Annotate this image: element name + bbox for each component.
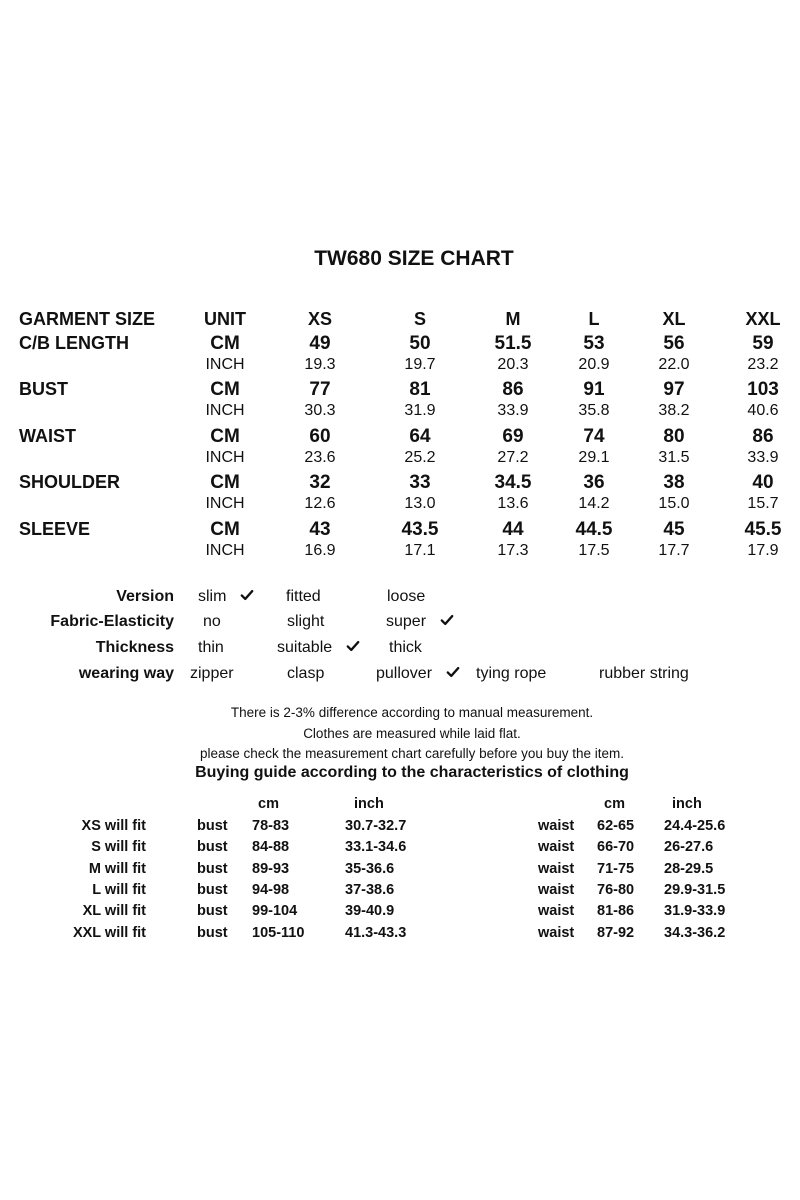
measurement-label: C/B LENGTH (19, 333, 129, 353)
inch-value: 15.0 (658, 495, 690, 512)
measurement-label: WAIST (19, 426, 76, 446)
inch-value: 33.9 (747, 449, 779, 466)
guide-cell-bust-inch: 41.3-43.3 (345, 925, 407, 941)
guide-cell-bust-cm: 89-93 (252, 861, 290, 877)
cm-value: 44 (502, 519, 524, 540)
bust-inch-header: inch (354, 796, 384, 812)
inch-value: 13.6 (497, 495, 529, 512)
option-label: slight (287, 613, 325, 630)
guide-cell-bust-label: bust (197, 882, 228, 898)
cm-value: 32 (309, 472, 331, 493)
guide-cell-waist-inch: 31.9-33.9 (664, 903, 726, 919)
guide-cell-bust-inch: 37-38.6 (345, 882, 395, 898)
cm-value: 33 (409, 472, 431, 493)
size-header-xs: XS (307, 309, 332, 329)
cm-value: 38 (663, 472, 685, 493)
unit-cm: CM (210, 333, 240, 354)
measurement-label: SLEEVE (19, 519, 91, 539)
unit-header: UNIT (204, 309, 246, 329)
note-line: There is 2-3% difference according to manual measurement. (230, 705, 594, 720)
unit-cm: CM (210, 379, 240, 400)
characteristic-option (287, 613, 324, 631)
guide-cell-waist-label: waist (538, 925, 575, 941)
garment-size-header: GARMENT SIZE (19, 309, 156, 329)
cm-value: 77 (309, 379, 331, 400)
cm-value: 91 (583, 379, 605, 400)
cm-value: 53 (583, 333, 605, 354)
inch-value: 19.7 (404, 356, 436, 373)
characteristic-option (286, 588, 321, 606)
inch-value: 13.0 (404, 495, 436, 512)
inch-value: 31.5 (658, 449, 690, 466)
characteristic-label: Thickness (95, 639, 174, 656)
unit-inch: INCH (205, 542, 245, 559)
option-label: thin (198, 639, 224, 656)
inch-value: 40.6 (747, 402, 779, 419)
cm-value: 50 (409, 333, 431, 354)
cm-value: 44.5 (575, 519, 613, 540)
guide-cell-waist-cm: 81-86 (597, 903, 635, 919)
option-label: suitable (277, 639, 333, 656)
guide-cell-waist-inch: 28-29.5 (664, 861, 714, 877)
cm-value: 103 (747, 379, 779, 400)
guide-cell-bust-inch: 33.1-34.6 (345, 839, 407, 855)
guide-cell-waist-cm: 66-70 (597, 839, 635, 855)
option-label: pullover (376, 665, 433, 682)
checkmark-icon (440, 613, 454, 632)
option-label: slim (198, 588, 227, 605)
guide-cell-bust-label: bust (197, 861, 228, 877)
characteristic-label: wearing way (78, 665, 174, 682)
inch-value: 16.9 (304, 542, 336, 559)
guide-cell-waist-cm: 87-92 (597, 925, 635, 941)
inch-value: 31.9 (404, 402, 436, 419)
inch-value: 14.2 (578, 495, 610, 512)
inch-value: 20.3 (497, 356, 529, 373)
unit-cm: CM (210, 426, 240, 447)
guide-cell-waist-label: waist (538, 903, 575, 919)
measurement-label: BUST (19, 379, 68, 399)
guide-cell-waist-cm: 76-80 (597, 882, 635, 898)
measurement-label: SHOULDER (19, 472, 121, 492)
option-label: loose (387, 588, 426, 605)
cm-value: 59 (752, 333, 774, 354)
waist-inch-header: inch (672, 796, 702, 812)
inch-value: 22.0 (658, 356, 690, 373)
characteristic-option (387, 588, 425, 606)
fit-size-label: XS will fit (81, 818, 146, 834)
size-header-l: L (588, 309, 600, 329)
cm-value: 81 (409, 379, 431, 400)
cm-value: 43.5 (401, 519, 439, 540)
characteristic-option (386, 613, 454, 632)
fit-size-label: XXL will fit (72, 925, 146, 941)
inch-value: 17.3 (497, 542, 529, 559)
guide-cell-bust-inch: 35-36.6 (345, 861, 395, 877)
fit-size-label: XL will fit (82, 903, 146, 919)
guide-cell-waist-inch: 24.4-25.6 (664, 818, 726, 834)
guide-cell-waist-label: waist (538, 882, 575, 898)
inch-value: 17.1 (404, 542, 436, 559)
guide-cell-bust-cm: 99-104 (252, 903, 298, 919)
checkmark-icon (346, 639, 360, 658)
guide-cell-waist-cm: 62-65 (597, 818, 635, 834)
option-label: thick (389, 639, 422, 656)
characteristic-label: Fabric-Elasticity (50, 613, 174, 630)
characteristic-option (277, 639, 360, 658)
inch-value: 38.2 (658, 402, 690, 419)
guide-cell-bust-label: bust (197, 839, 228, 855)
cm-value: 64 (409, 426, 431, 447)
checkmark-icon (446, 665, 460, 684)
guide-cell-waist-inch: 26-27.6 (664, 839, 714, 855)
characteristic-option (198, 588, 254, 607)
buying-guide-title: Buying guide according to the characteristics of clothing (195, 764, 629, 781)
inch-value: 23.6 (304, 449, 336, 466)
unit-inch: INCH (205, 495, 245, 512)
inch-value: 33.9 (497, 402, 529, 419)
fit-size-label: M will fit (88, 861, 146, 877)
guide-cell-bust-inch: 30.7-32.7 (345, 818, 407, 834)
characteristic-option (376, 665, 460, 684)
note-line: please check the measurement chart carefully before you buy the item. (200, 746, 624, 761)
cm-value: 80 (663, 426, 685, 447)
guide-cell-bust-label: bust (197, 903, 228, 919)
inch-value: 29.1 (578, 449, 610, 466)
inch-value: 19.3 (304, 356, 336, 373)
guide-cell-bust-inch: 39-40.9 (345, 903, 395, 919)
cm-value: 45 (663, 519, 685, 540)
note-line: Clothes are measured while laid flat. (303, 726, 521, 741)
option-label: no (203, 613, 221, 630)
guide-cell-waist-inch: 29.9-31.5 (664, 882, 726, 898)
waist-cm-header: cm (604, 796, 625, 812)
fit-size-label: S will fit (91, 839, 146, 855)
unit-inch: INCH (205, 449, 245, 466)
guide-cell-bust-cm: 78-83 (252, 818, 290, 834)
option-label: super (386, 613, 427, 630)
cm-value: 74 (583, 426, 605, 447)
bust-cm-header: cm (258, 796, 279, 812)
cm-value: 86 (752, 426, 774, 447)
characteristic-option (203, 613, 221, 631)
inch-value: 15.7 (747, 495, 779, 512)
inch-value: 17.7 (658, 542, 690, 559)
fit-size-label: L will fit (92, 882, 146, 898)
unit-cm: CM (210, 519, 240, 540)
characteristic-label: Version (116, 588, 174, 605)
size-header-s: S (413, 309, 426, 329)
guide-cell-waist-inch: 34.3-36.2 (664, 925, 726, 941)
inch-value: 27.2 (497, 449, 529, 466)
unit-cm: CM (210, 472, 240, 493)
guide-cell-waist-label: waist (538, 818, 575, 834)
cm-value: 34.5 (494, 472, 532, 493)
characteristic-option (287, 665, 324, 683)
option-label: rubber string (599, 665, 689, 682)
characteristic-option (599, 665, 689, 683)
cm-value: 60 (309, 426, 331, 447)
guide-cell-waist-label: waist (538, 861, 575, 877)
guide-cell-bust-cm: 84-88 (252, 839, 290, 855)
inch-value: 23.2 (747, 356, 779, 373)
option-label: tying rope (476, 665, 547, 682)
cm-value: 43 (309, 519, 331, 540)
guide-cell-bust-cm: 105-110 (252, 925, 305, 941)
inch-value: 25.2 (404, 449, 436, 466)
option-label: clasp (287, 665, 325, 682)
cm-value: 36 (583, 472, 605, 493)
characteristic-option (190, 665, 234, 683)
inch-value: 17.5 (578, 542, 610, 559)
unit-inch: INCH (205, 356, 245, 373)
option-label: fitted (286, 588, 321, 605)
size-header-xl: XL (662, 309, 686, 329)
inch-value: 35.8 (578, 402, 610, 419)
guide-cell-bust-cm: 94-98 (252, 882, 290, 898)
guide-cell-waist-label: waist (538, 839, 575, 855)
characteristic-option (198, 639, 224, 657)
inch-value: 17.9 (747, 542, 779, 559)
size-header-xxl: XXL (745, 309, 781, 329)
unit-inch: INCH (205, 402, 245, 419)
inch-value: 20.9 (578, 356, 610, 373)
guide-cell-bust-label: bust (197, 925, 228, 941)
inch-value: 12.6 (304, 495, 336, 512)
characteristic-option (389, 639, 422, 657)
cm-value: 45.5 (744, 519, 782, 540)
cm-value: 97 (663, 379, 685, 400)
inch-value: 30.3 (304, 402, 336, 419)
cm-value: 51.5 (494, 333, 532, 354)
option-label: zipper (190, 665, 234, 682)
characteristic-option (476, 665, 546, 683)
cm-value: 49 (309, 333, 331, 354)
checkmark-icon (240, 588, 254, 607)
page-title: TW680 SIZE CHART (314, 247, 514, 270)
size-header-m: M (505, 309, 521, 329)
cm-value: 69 (502, 426, 524, 447)
guide-cell-waist-cm: 71-75 (597, 861, 635, 877)
cm-value: 86 (502, 379, 524, 400)
cm-value: 56 (663, 333, 685, 354)
cm-value: 40 (752, 472, 774, 493)
guide-cell-bust-label: bust (197, 818, 228, 834)
